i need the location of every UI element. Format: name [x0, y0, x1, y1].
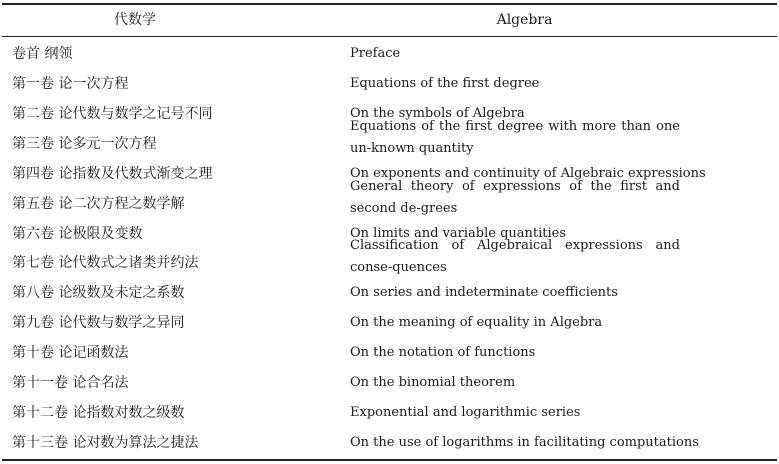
table-row: [0, 118, 779, 159]
chinese-title: 第二卷 论代数与数学之记号不同: [12, 105, 213, 122]
english-title: Exponential and logarithmic series: [350, 405, 581, 421]
chinese-title: 第五卷 论二次方程之数学解: [12, 195, 185, 212]
table-row: [0, 238, 779, 278]
chinese-title: 第六卷 论极限及变数: [12, 225, 143, 242]
english-title: On the symbols of Algebra: [350, 105, 525, 121]
table-row: [0, 308, 779, 338]
table-row: [0, 69, 779, 99]
english-title: On the meaning of equality in Algebra: [350, 315, 603, 331]
chinese-title: 第十二卷 论指数对数之级数: [12, 405, 185, 422]
header-chinese: 代数学: [114, 12, 156, 28]
table-row: [0, 368, 779, 398]
chinese-title: 第十一卷 论合名法: [12, 375, 129, 392]
table-body: [0, 36, 779, 458]
chinese-title: 卷首 纲领: [12, 46, 73, 62]
english-title: Equations of the first degree: [350, 75, 540, 91]
chinese-title: 第九卷 论代数与数学之异同: [12, 315, 185, 332]
english-title: On series and indeterminate coefficients: [350, 285, 618, 301]
table-row: [0, 278, 779, 308]
chinese-title: 第八卷 论级数及未定之系数: [12, 285, 185, 302]
english-title: On the use of logarithms in facilitating computations: [350, 434, 699, 450]
table-row: [0, 39, 779, 69]
top-rule: [2, 3, 777, 5]
english-title: Preface: [350, 46, 401, 61]
english-title: On the notation of functions: [350, 345, 536, 361]
table-row: [0, 428, 779, 458]
header-english: Algebra: [496, 12, 553, 28]
table-row: [0, 178, 779, 219]
chinese-title: 第十卷 论记函数法: [12, 345, 129, 362]
english-title: On limits and variable quantities: [350, 225, 567, 241]
chinese-title: 第三卷 论多元一次方程: [12, 135, 157, 152]
table-row: [0, 338, 779, 368]
bottom-rule: [2, 459, 777, 461]
chinese-title: 第七卷 论代数式之诸类并约法: [12, 255, 199, 272]
english-title: Equations of the first degree with more than one un-known quantity: [350, 118, 680, 156]
english-title: On the binomial theorem: [350, 375, 516, 391]
english-title: On exponents and continuity of Algebraic expressions: [350, 165, 706, 181]
chinese-title: 第一卷 论一次方程: [12, 75, 129, 92]
english-title: Classification of Algebraical expressions and conse-quences: [350, 238, 680, 276]
chinese-title: 第十三卷 论对数为算法之捷法: [12, 434, 199, 451]
table-row: [0, 398, 779, 428]
chinese-title: 第四卷 论指数及代数式渐变之理: [12, 165, 213, 182]
english-title: General theory of expressions of the first and second de-grees: [350, 178, 680, 216]
